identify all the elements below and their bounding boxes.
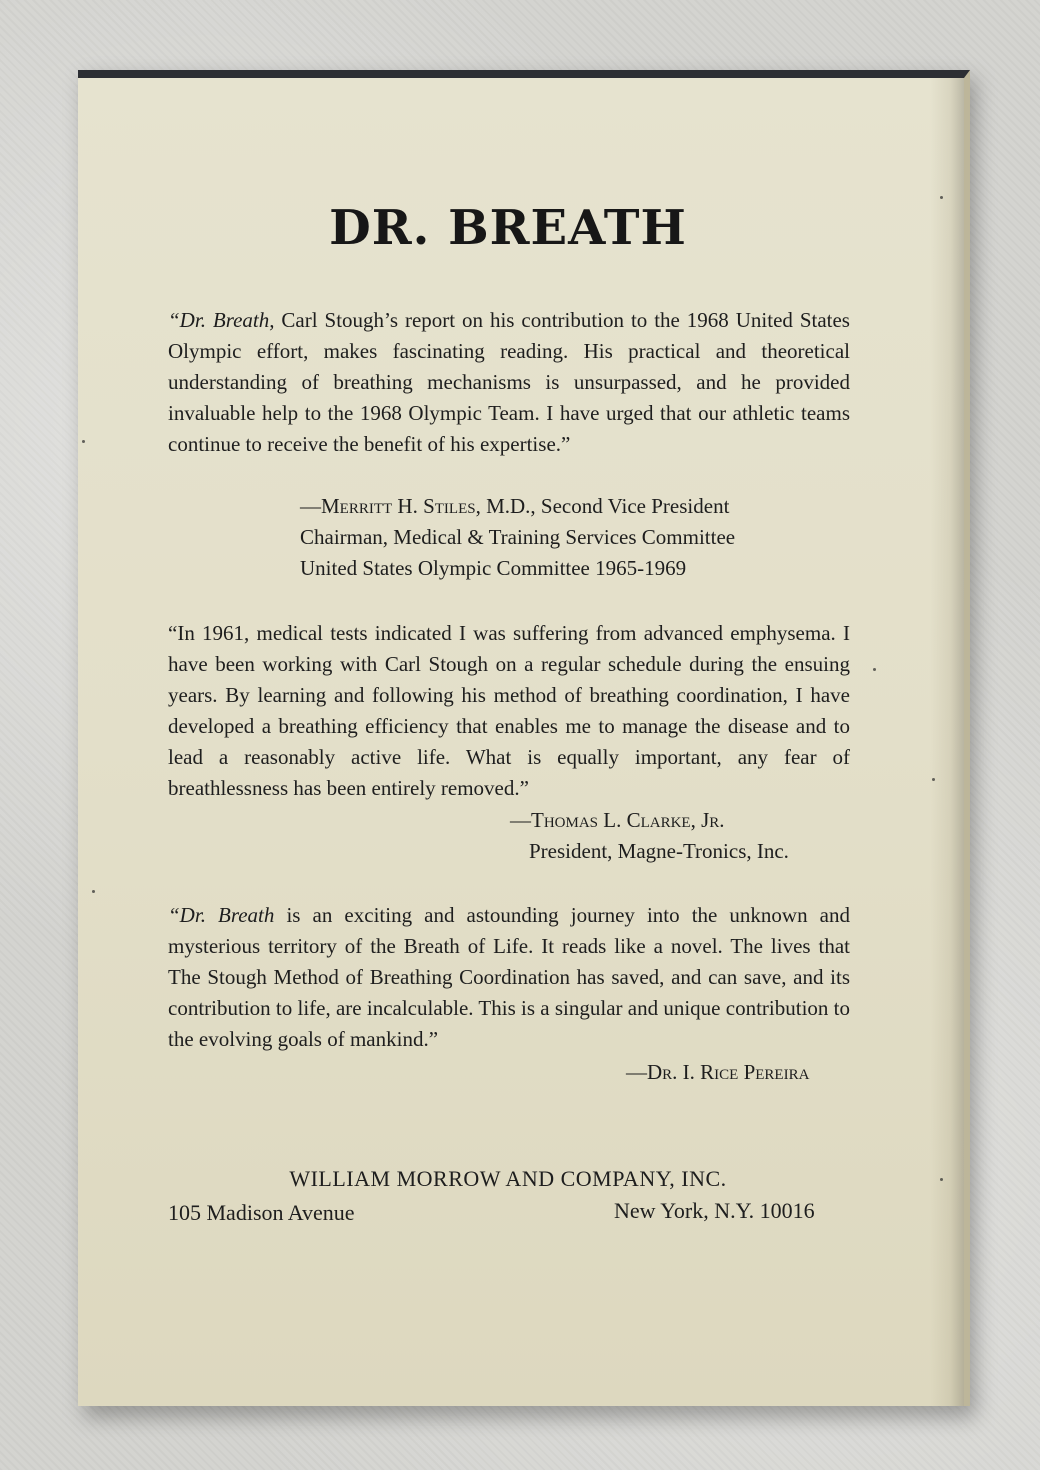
- book-back-cover: [78, 70, 970, 1406]
- quote-pereira-lead: “Dr. Breath: [168, 903, 275, 927]
- publisher-name: WILLIAM MORROW AND COMPANY, INC.: [289, 1166, 727, 1191]
- publisher-address: 105 Madison Avenue: [168, 1200, 355, 1225]
- attribution-pereira-name: Dr. I. Rice Pereira: [647, 1060, 810, 1084]
- attribution-clarke: [510, 805, 725, 836]
- attribution-pereira: [626, 1057, 809, 1088]
- attribution-dash: —: [510, 808, 531, 832]
- quote-clarke-text: “In 1961, medical tests indicated I was suffering from advanced emphysema. I have been working with Carl Stough on a regular schedule during the ensuing years. By learning and following his method of breathing coordination, I have developed a breathing efficiency that enables me to manage the disease and to lead a reasonably active life. What is equally important, any fear of breathlessness has been entirely removed.”: [168, 621, 850, 800]
- quote-clarke: [168, 618, 850, 804]
- paper-speck: [932, 778, 935, 781]
- quote-stiles-text: Carl Stough’s report on his contribution to the 1968 United States Olympic effort, makes fascinating reading. His practical and theoretical understanding of breathing mechanisms is unsurpassed, and he provided invaluable help to the 1968 Olympic Team. I have urged that our athletic teams continue to receive the benefit of his expertise.”: [168, 308, 850, 456]
- attribution-clarke-name: Thomas L. Clarke, Jr.: [531, 808, 725, 832]
- attribution-stiles-line: United States Olympic Committee 1965-1969: [300, 556, 687, 580]
- quote-pereira: [168, 900, 850, 1055]
- cover-title: DR. BREATH: [329, 200, 687, 256]
- quote-stiles-lead: “Dr. Breath,: [168, 308, 275, 332]
- paper-speck: [940, 1178, 943, 1181]
- attribution-dash: —: [300, 494, 321, 518]
- paper-speck: [873, 668, 876, 671]
- attribution-stiles-name: Merritt H. Stiles: [321, 494, 476, 518]
- attribution-clarke-title: President, Magne-Tronics, Inc.: [529, 839, 789, 863]
- attribution-dash: —: [626, 1060, 647, 1084]
- quote-pereira-text: is an exciting and astounding journey into the unknown and mysterious territory of the Breath of Life. It reads like a novel. The lives that The Stough Method of Breathing Coordination has saved, and can save, and its contribution to life, are incalculable. This is a singular and unique contribution to the evolving goals of mankind.”: [168, 903, 850, 1051]
- attribution-stiles-suffix: , M.D., Second Vice President: [475, 494, 730, 518]
- cover-edge-shading: [930, 78, 964, 1406]
- attribution-stiles-line: Chairman, Medical & Training Services Committee: [300, 525, 736, 549]
- paper-speck: [940, 196, 943, 199]
- quote-stiles: [168, 305, 850, 460]
- paper-speck: [92, 890, 95, 893]
- paper-speck: [82, 440, 85, 443]
- publisher-city: New York, N.Y. 10016: [614, 1198, 815, 1223]
- attribution-stiles: [300, 491, 735, 584]
